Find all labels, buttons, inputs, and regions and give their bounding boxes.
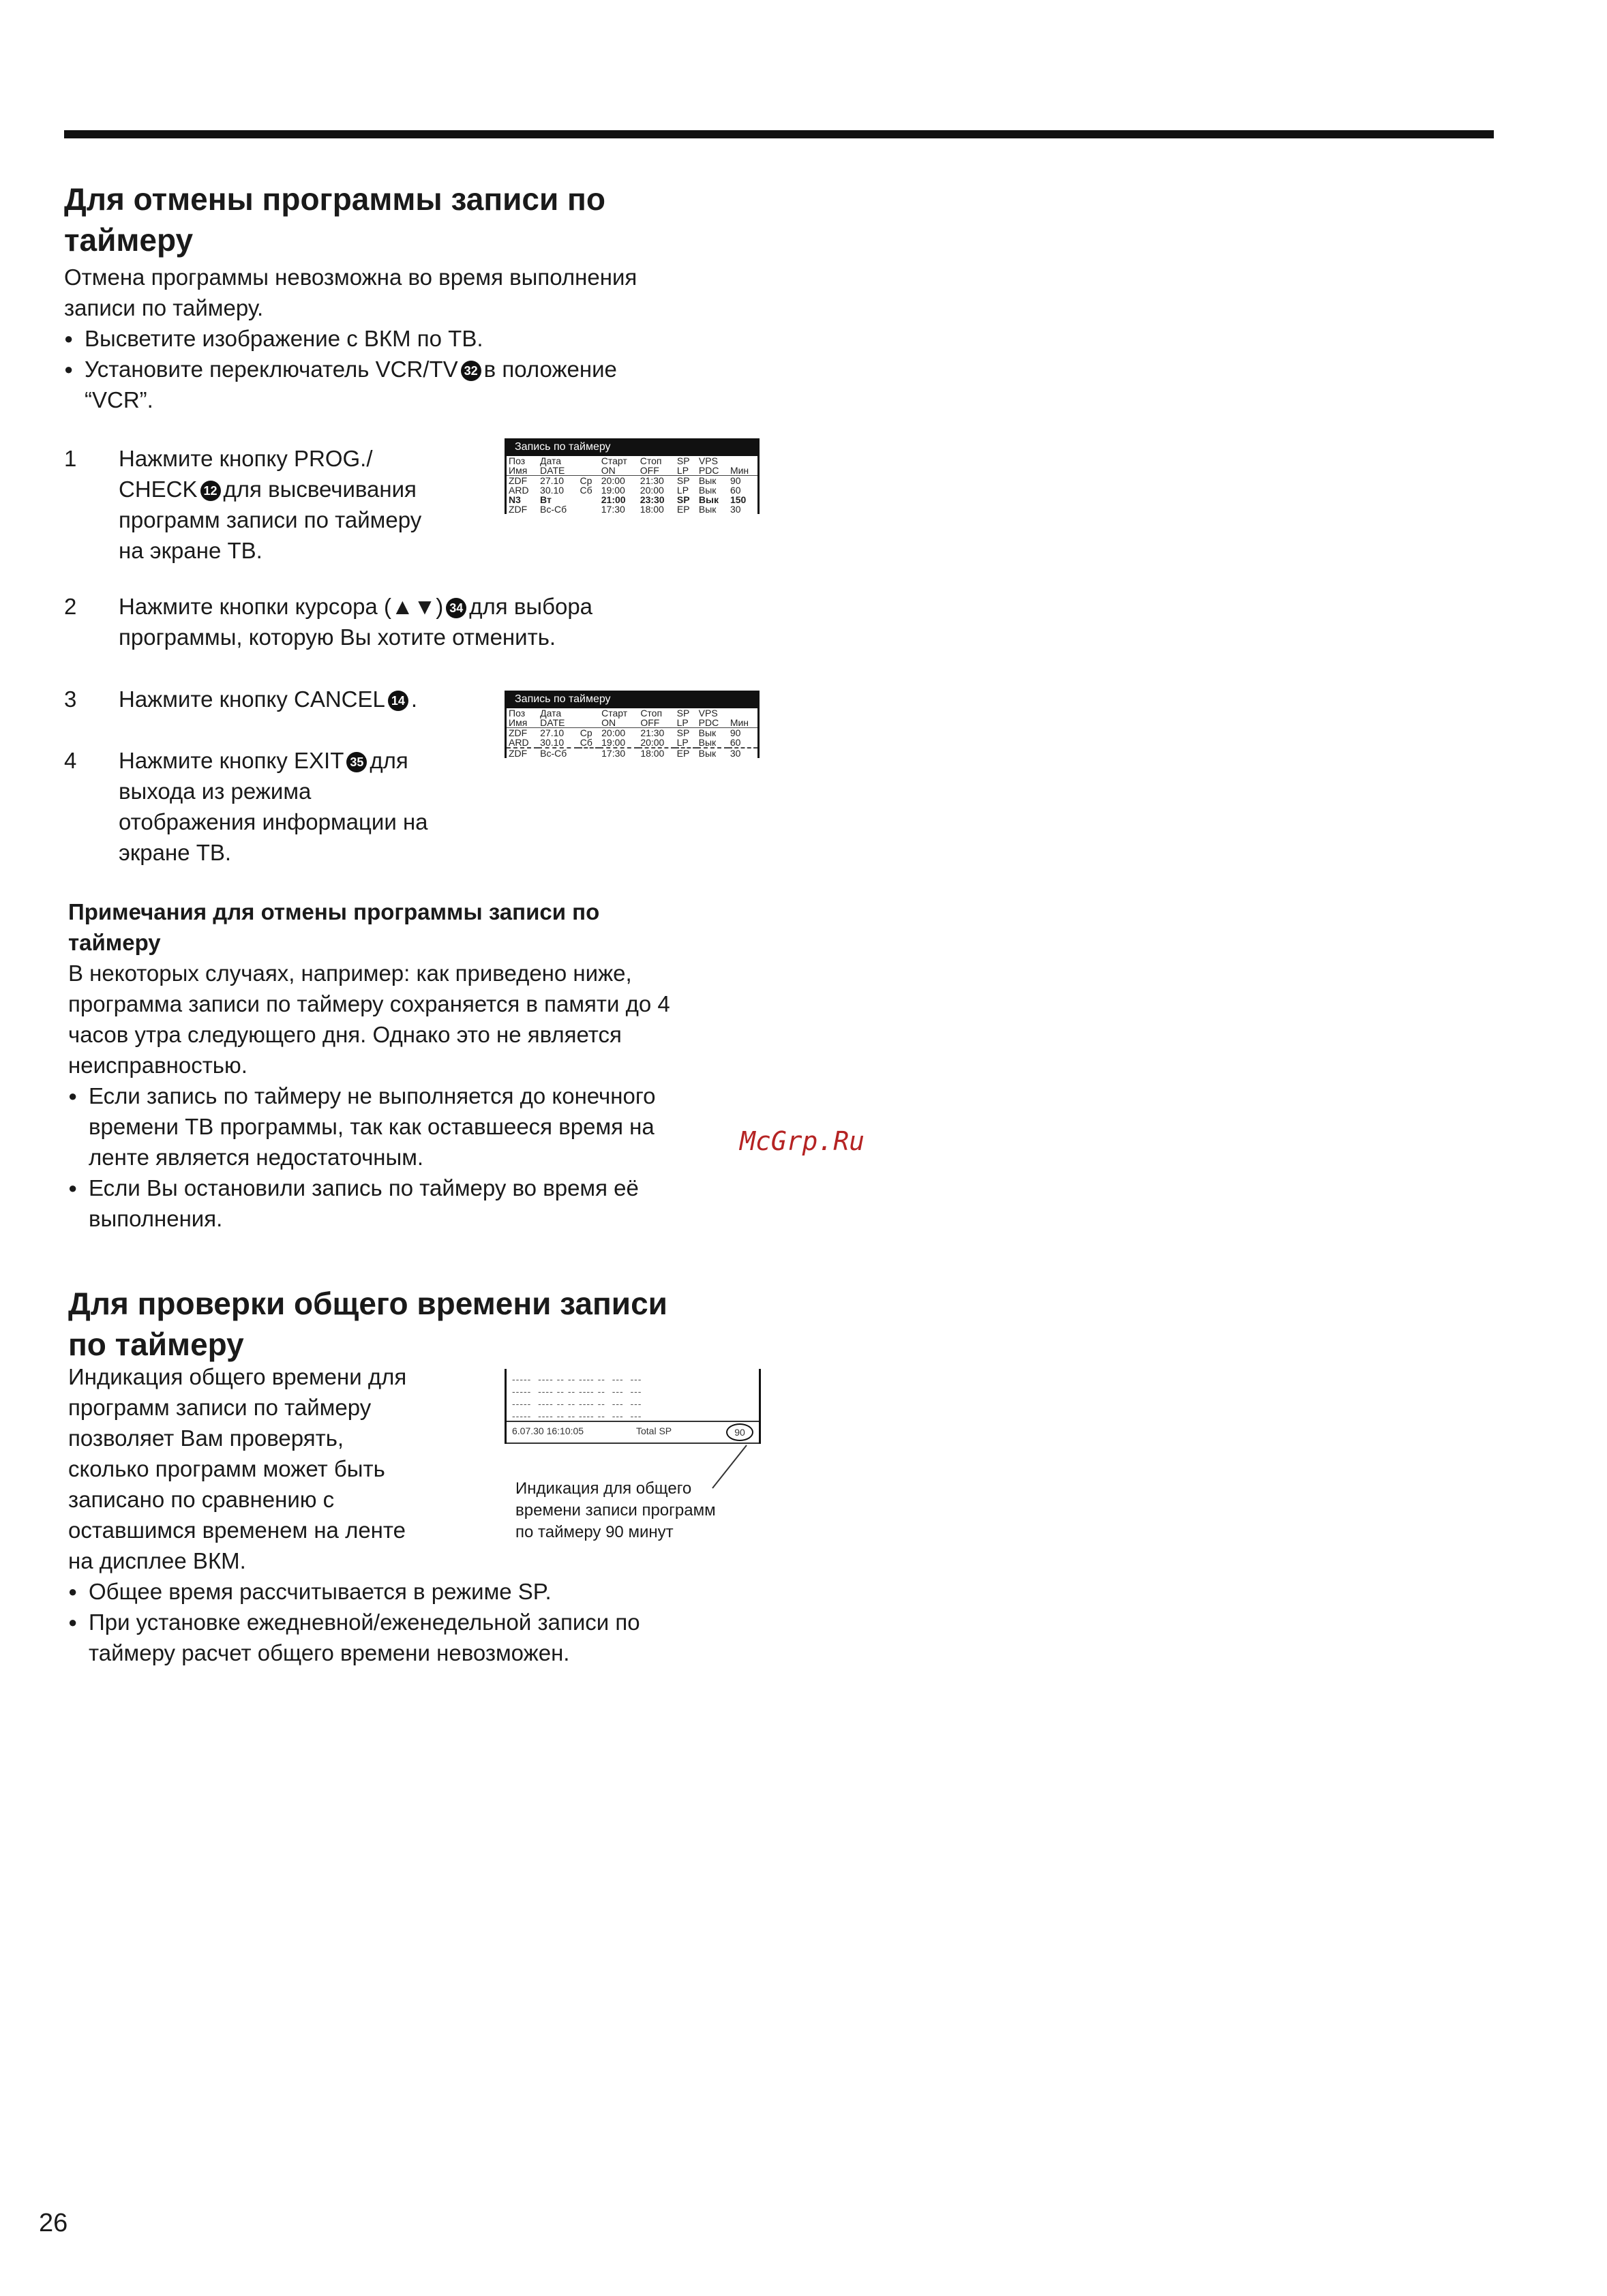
button-number-icon: 35 [346, 752, 367, 772]
screen-title: Запись по таймеру [507, 438, 757, 456]
step-number: 2 [64, 594, 77, 619]
table-row: ARD 30.10 Сб 19:00 20:00 LP Вык 60 [509, 485, 741, 496]
table-row: ARD 30.10 Сб 19:00 20:00 LP Вык 60 [507, 738, 757, 748]
bullet-item: ● Общее время рассчитывается в режиме SP. [68, 1576, 791, 1607]
total-time-text: Индикация общего времени для программ записи по таймеру позволяет Вам проверять, сколько программ может быть записано по сравнению с оставшимся временем на ленте на дисплее ВКМ. [68, 1364, 407, 1573]
step-3: 3 Нажмите кнопку CANCEL 14 . [64, 684, 487, 718]
step-number: 3 [64, 686, 77, 712]
button-number-icon: 14 [388, 691, 408, 711]
notes-title: Примечания для отмены программы записи по таймеру [68, 899, 600, 955]
notes-section [68, 896, 791, 1234]
intro-text: Отмена программы невозможна во время выполнения записи по таймеру. [64, 265, 637, 320]
table-row: ZDF Вс-Сб 17:30 18:00 EP Вык 30 [509, 748, 741, 759]
section-cancel [64, 179, 787, 415]
section-title-cancel: Для отмены программы записи по таймеру [64, 181, 605, 258]
page-number: 26 [39, 2209, 68, 2237]
button-number-icon: 34 [446, 598, 466, 618]
display-caption: Индикация для общего времени записи программ по таймеру 90 минут [515, 1479, 716, 1541]
table-row-selected: N3 Вт 21:00 23:30 SP Вык 150 [509, 494, 747, 505]
notes-text: В некоторых случаях, например: как приведено ниже, программа записи по таймеру сохраняется в памяти до 4 часов утра следующего дня. Однако это не является неисправностью. [68, 961, 670, 1078]
display-datetime: 6.07.30 16:10:05 [512, 1425, 584, 1436]
timer-screen-2 [505, 691, 760, 758]
button-number-icon: 32 [461, 361, 481, 381]
timer-table: Поз Дата Старт Стоп SP VPS Имя DATE ON OFF LP PDC Мин ZDF 27.10 Ср 20:00 21:30 SP Вык 90 ARD 30.10 Сб 19:00 20:00 LP Вык 60 N3 Вт 21:00 23:30 SP Вык 150 ZDF Вс-Сб 17:30 18:00 EP Вык 30 [507, 456, 757, 514]
timer-screen-1 [505, 438, 760, 514]
section-title-total-time: Для проверки общего времени записи по таймеру [68, 1286, 667, 1362]
display-total-value: 90 [726, 1423, 753, 1441]
table-row: ZDF Вс-Сб 17:30 18:00 EP Вык 30 [509, 504, 741, 515]
top-rule [64, 130, 1494, 138]
bullet-item: ● Установите переключатель VCR/TV 32 в положение “VCR”. [64, 354, 787, 415]
step-number: 4 [64, 748, 77, 773]
display-total-label: Total SP [636, 1425, 672, 1436]
vcr-display: ----- ---- -- -- ---- -- --- --- ----- ---- -- -- ---- -- --- --- ----- ---- -- -- ---- -- --- --- ----- ---- -- -- ---- -- --- --- 6.07.30 16:10:05 Total SP 90 [505, 1369, 761, 1444]
screen-title: Запись по таймеру [507, 691, 757, 708]
table-row: ZDF 27.10 Ср 20:00 21:30 SP Вык 90 [509, 727, 741, 738]
bullet-item: ● Если Вы остановили запись по таймеру во время её выполнения. [68, 1173, 791, 1234]
watermark: McGrp.Ru [740, 1126, 865, 1156]
bullet-item: ● При установке ежедневной/еженедельной записи по таймеру расчет общего времени невозможен. [68, 1607, 791, 1668]
bullet-item: ● Высветите изображение с ВКМ по ТВ. [64, 323, 787, 354]
button-number-icon: 12 [200, 481, 221, 501]
timer-table: Поз Дата Старт Стоп SP VPS Имя DATE ON OFF LP PDC Мин ZDF 27.10 Ср 20:00 21:30 SP Вык 90 ARD 30.10 Сб 19:00 20:00 LP Вык 60 ZDF Вс-Сб 17:30 18:00 EP Вык 30 [507, 708, 757, 758]
step-4: 4 Нажмите кнопку EXIT 35 для выхода из режима отображения информации на экране ТВ. [64, 745, 487, 875]
step-2: 2 Нажмите кнопки курсора (▲▼) 34 для выбора программы, которую Вы хотите отменить. [64, 591, 787, 656]
section-total-time [68, 1283, 791, 1365]
step-number: 1 [64, 446, 77, 471]
bullet-item: ● Если запись по таймеру не выполняется до конечного времени ТВ программы, так как оставшееся время на ленте является недостаточным. [68, 1081, 791, 1173]
total-time-bullets [68, 1576, 791, 1668]
table-row: ZDF 27.10 Ср 20:00 21:30 SP Вык 90 [509, 475, 741, 486]
step-1: 1 Нажмите кнопку PROG./ CHECK 12 для высвечивания программ записи по таймеру на экране ТВ. [64, 443, 487, 573]
